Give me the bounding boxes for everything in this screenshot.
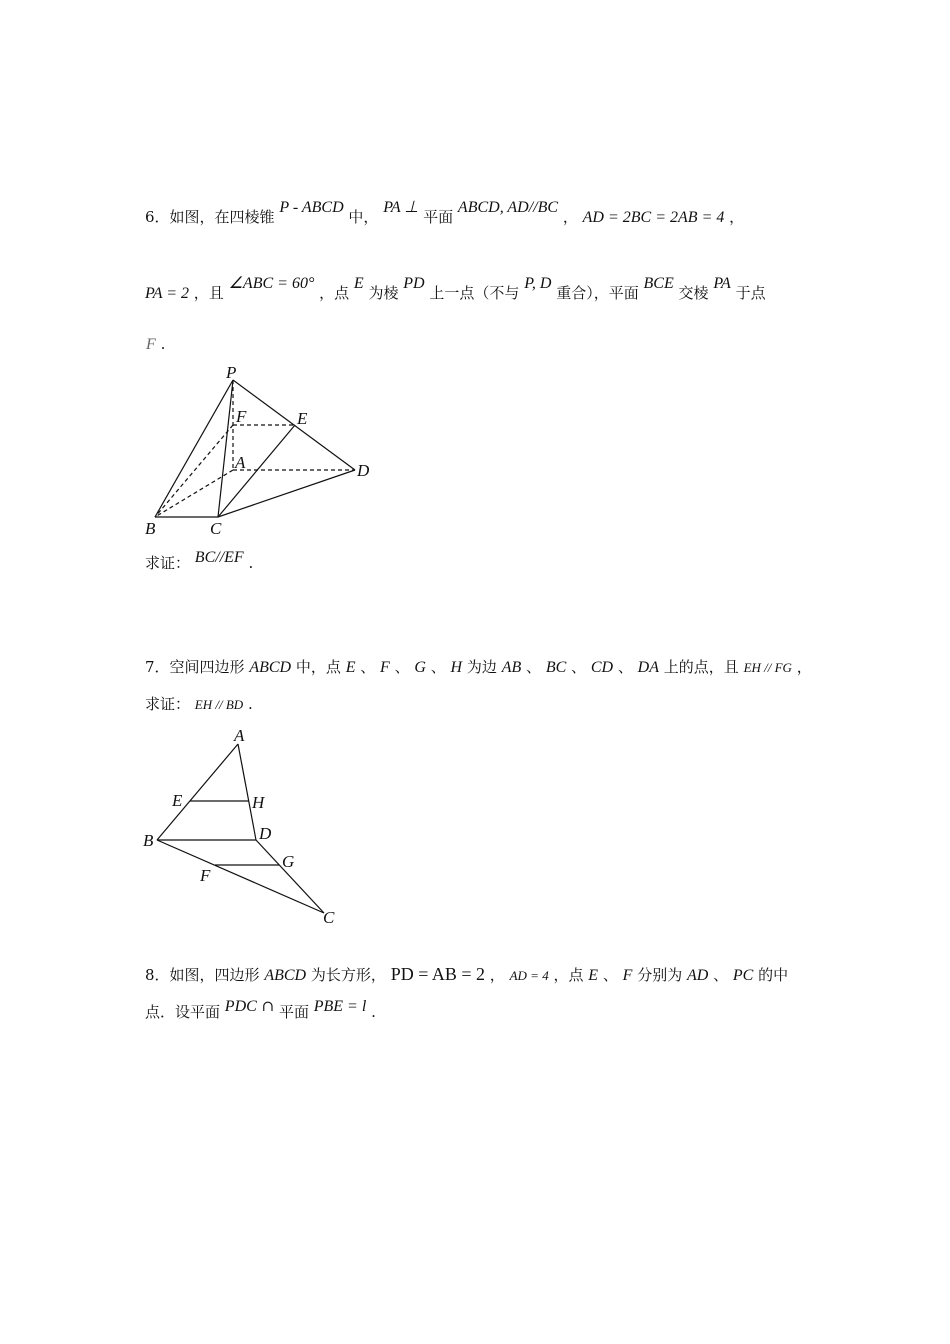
label-A: A <box>235 453 246 472</box>
edge-FB <box>155 425 233 517</box>
q6-line1: 6．如图，在四棱锥 P - ABCD 中， PA ⊥ 平面 ABCD, AD//BC ， AD = 2BC = 2AB = 4 ， <box>145 199 745 226</box>
label-F: F <box>200 866 211 885</box>
edge-BC <box>157 840 324 913</box>
edge-PB <box>155 380 233 517</box>
q7-line2: 求证： EH // BD . <box>145 695 253 713</box>
q6-prove: 求证： BC//EF . <box>145 549 254 572</box>
label-B: B <box>143 831 154 850</box>
label-F: F <box>236 407 247 426</box>
label-D: D <box>357 461 370 480</box>
label-E: E <box>172 791 183 810</box>
label-E: E <box>297 409 308 428</box>
label-A: A <box>234 726 245 745</box>
edge-CD <box>218 470 355 517</box>
edge-PD <box>233 380 355 470</box>
label-D: D <box>259 824 272 843</box>
edge-AD <box>238 744 256 840</box>
label-C: C <box>323 908 335 927</box>
q7-quadrilateral-figure <box>138 724 348 929</box>
edge-PC <box>218 380 233 517</box>
edge-AB <box>157 744 238 840</box>
q6-line3: F . <box>146 335 166 353</box>
q7-line1: 7．空间四边形 ABCD 中，点 E 、 F 、 G 、 H 为边 AB 、 BC 、 CD 、 DA 上的点，且 EH // FG ， <box>145 658 812 676</box>
label-P: P <box>226 363 237 382</box>
edge-DC <box>256 840 324 913</box>
label-B: B <box>145 519 156 538</box>
q8-line2: 点．设平面 PDC ∩ 平面 PBE = l . <box>145 997 376 1021</box>
q8-line1: 8．如图，四边形 ABCD 为长方形， PD = AB = 2 ， AD = 4 ，点 E 、 F 分别为 AD 、 PC 的中 <box>145 964 789 984</box>
label-C: C <box>210 519 222 538</box>
edge-AB <box>155 470 233 517</box>
label-H: H <box>252 793 265 812</box>
q6-pyramid-figure <box>140 360 380 540</box>
label-G: G <box>282 852 295 871</box>
q6-line2: PA = 2 ，且 ∠ABC = 60° ，点 E 为棱 PD 上一点（不与 P, D 重合），平面 BCE 交棱 PA 于点 <box>145 275 766 302</box>
